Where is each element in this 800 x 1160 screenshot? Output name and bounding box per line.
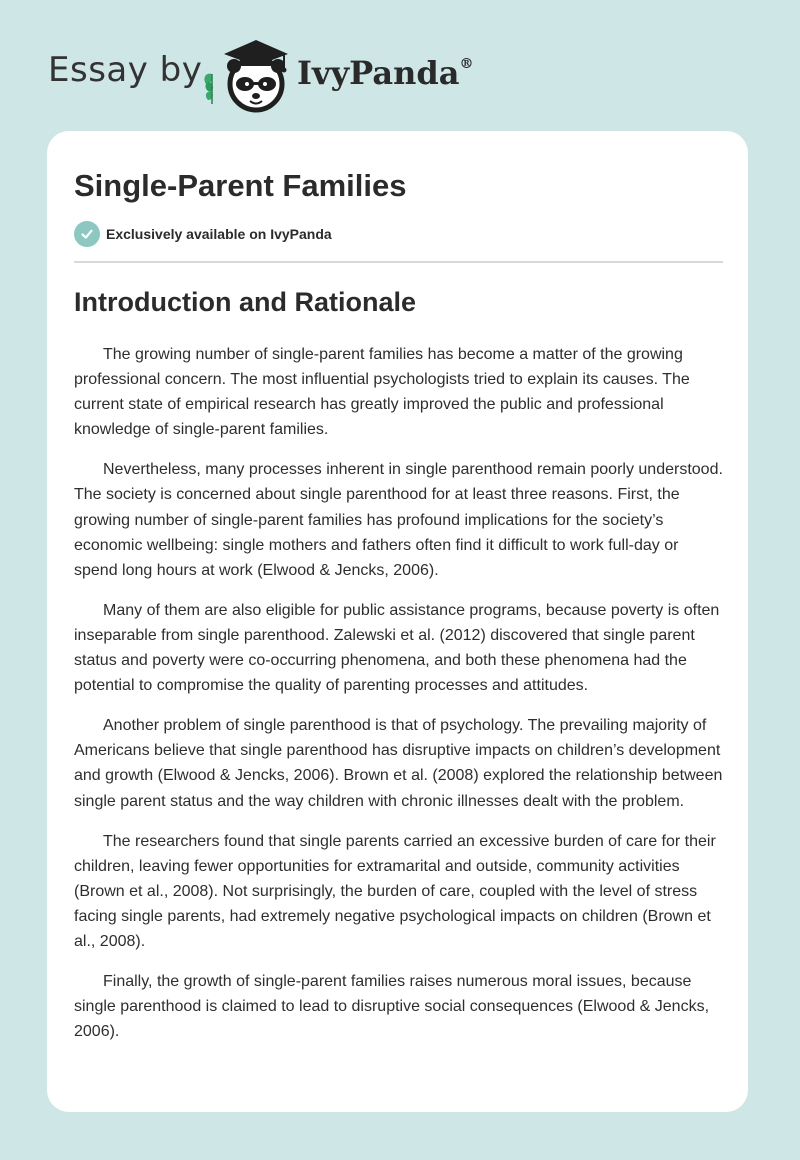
paragraph: Many of them are also eligible for public assistance programs, because poverty is often inseparable from single parenthood. Zalewski et al. (2012) discovered that single parent status and poverty were co-occurring phenomena, and both these phenomena had the potential to compromise the quality of parenting processes and attitudes. — [74, 601, 720, 695]
ivypanda-logo[interactable] — [200, 34, 300, 114]
brand-name-text: IvyPanda — [297, 54, 460, 92]
essay-card — [47, 131, 748, 1112]
site-header — [0, 0, 800, 130]
exclusive-badge — [74, 221, 332, 247]
panda-graduation-cap-logo-icon — [200, 34, 300, 114]
essay-body — [74, 342, 724, 1059]
divider — [74, 261, 723, 263]
check-icon — [74, 221, 100, 247]
page-title: Single-Parent Families — [74, 168, 407, 203]
paragraph: The researchers found that single parents carried an excessive burden of care for their children, leaving fewer opportunities for extramarital and outside, community activities (Brown et al., 2008). Not surprisingly, the burden of care, coupled with the level of stress facing single parents, had extremely negative psychological impacts on children (Brown et al., 2008). — [74, 832, 716, 950]
paragraph: Nevertheless, many processes inherent in single parenthood remain poorly understood. The society is concerned about single parenthood for at least three reasons. First, the growing number of single-parent families has profound implications for the society’s economic wellbeing: single mothers and fathers often find it difficult to work full-day or spend long hours at work (Elwood & Jencks, 2006). — [74, 461, 723, 579]
exclusive-label: Exclusively available on IvyPanda — [106, 226, 332, 242]
paragraph: The growing number of single-parent families has become a matter of the growing professional concern. The most influential psychologists tried to explain its causes. The current state of empirical research has greatly improved the public and professional knowledge of single-parent families. — [74, 346, 690, 439]
paragraph: Finally, the growth of single-parent families raises numerous moral issues, because single parenthood is claimed to lead to disruptive social consequences (Elwood & Jencks, 2006). — [74, 973, 710, 1041]
essay-by-label: Essay by — [48, 50, 203, 90]
brand-name[interactable] — [297, 54, 473, 92]
section-heading: Introduction and Rationale — [74, 287, 416, 317]
registered-mark: ® — [459, 56, 474, 72]
paragraph: Another problem of single parenthood is that of psychology. The prevailing majority of Americans believe that single parenthood has disruptive impacts on children’s development and growth (Elwood & Jencks, 2006). Brown et al. (2008) explored the relationship between single parent status and the way children with chronic illnesses dealt with the problem. — [74, 717, 723, 810]
